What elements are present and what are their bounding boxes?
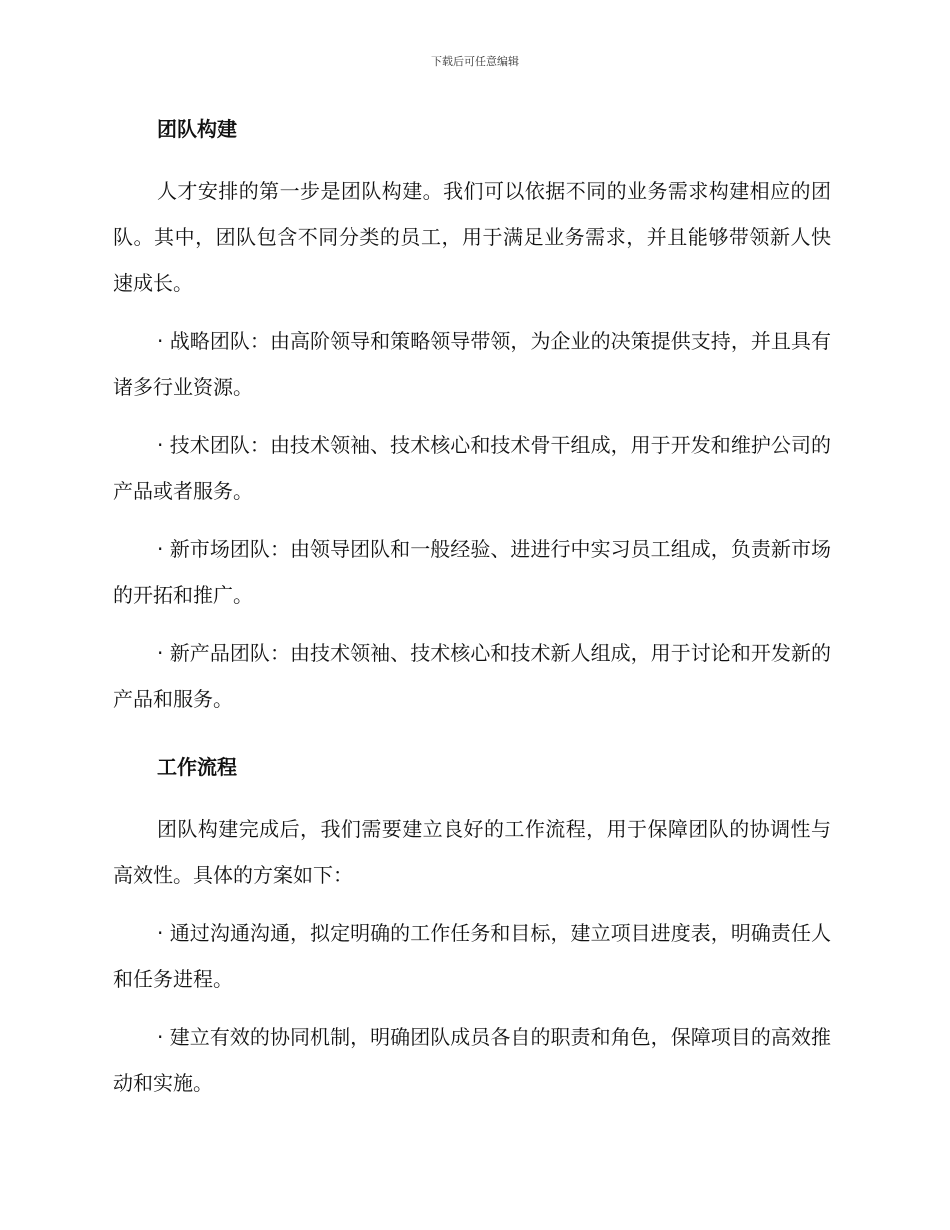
paragraph-workflow-communication: · 通过沟通沟通，拟定明确的工作任务和目标，建立项目进度表，明确责任人和任务进程。: [113, 921, 831, 991]
section-heading-team-building: 团队构建: [157, 117, 237, 141]
page-header: 下载后可任意编辑: [431, 55, 519, 68]
paragraph-workflow-collaboration: · 建立有效的协同机制，明确团队成员各自的职责和角色，保障项目的高效推动和实施。: [113, 1025, 831, 1095]
section-heading-workflow: 工作流程: [157, 755, 237, 779]
paragraph-tech-team: · 技术团队：由技术领袖、技术核心和技术骨干组成，用于开发和维护公司的产品或者服务。: [113, 433, 831, 503]
paragraph-team-intro: 人才安排的第一步是团队构建。我们可以依据不同的业务需求构建相应的团队。其中，团队包含不同分类的员工，用于满足业务需求，并且能够带领新人快速成长。: [113, 179, 831, 295]
paragraph-new-product-team: · 新产品团队：由技术领袖、技术核心和技术新人组成，用于讨论和开发新的产品和服务。: [113, 641, 831, 711]
document-body: [113, 112, 831, 1106]
paragraph-workflow-intro: 团队构建完成后，我们需要建立良好的工作流程，用于保障团队的协调性与高效性。具体的方案如下：: [113, 817, 831, 887]
paragraph-strategy-team: · 战略团队：由高阶领导和策略领导带领，为企业的决策提供支持，并且具有诸多行业资源。: [113, 329, 831, 399]
paragraph-new-market-team: · 新市场团队：由领导团队和一般经验、进进行中实习员工组成，负责新市场的开拓和推广。: [113, 537, 831, 607]
